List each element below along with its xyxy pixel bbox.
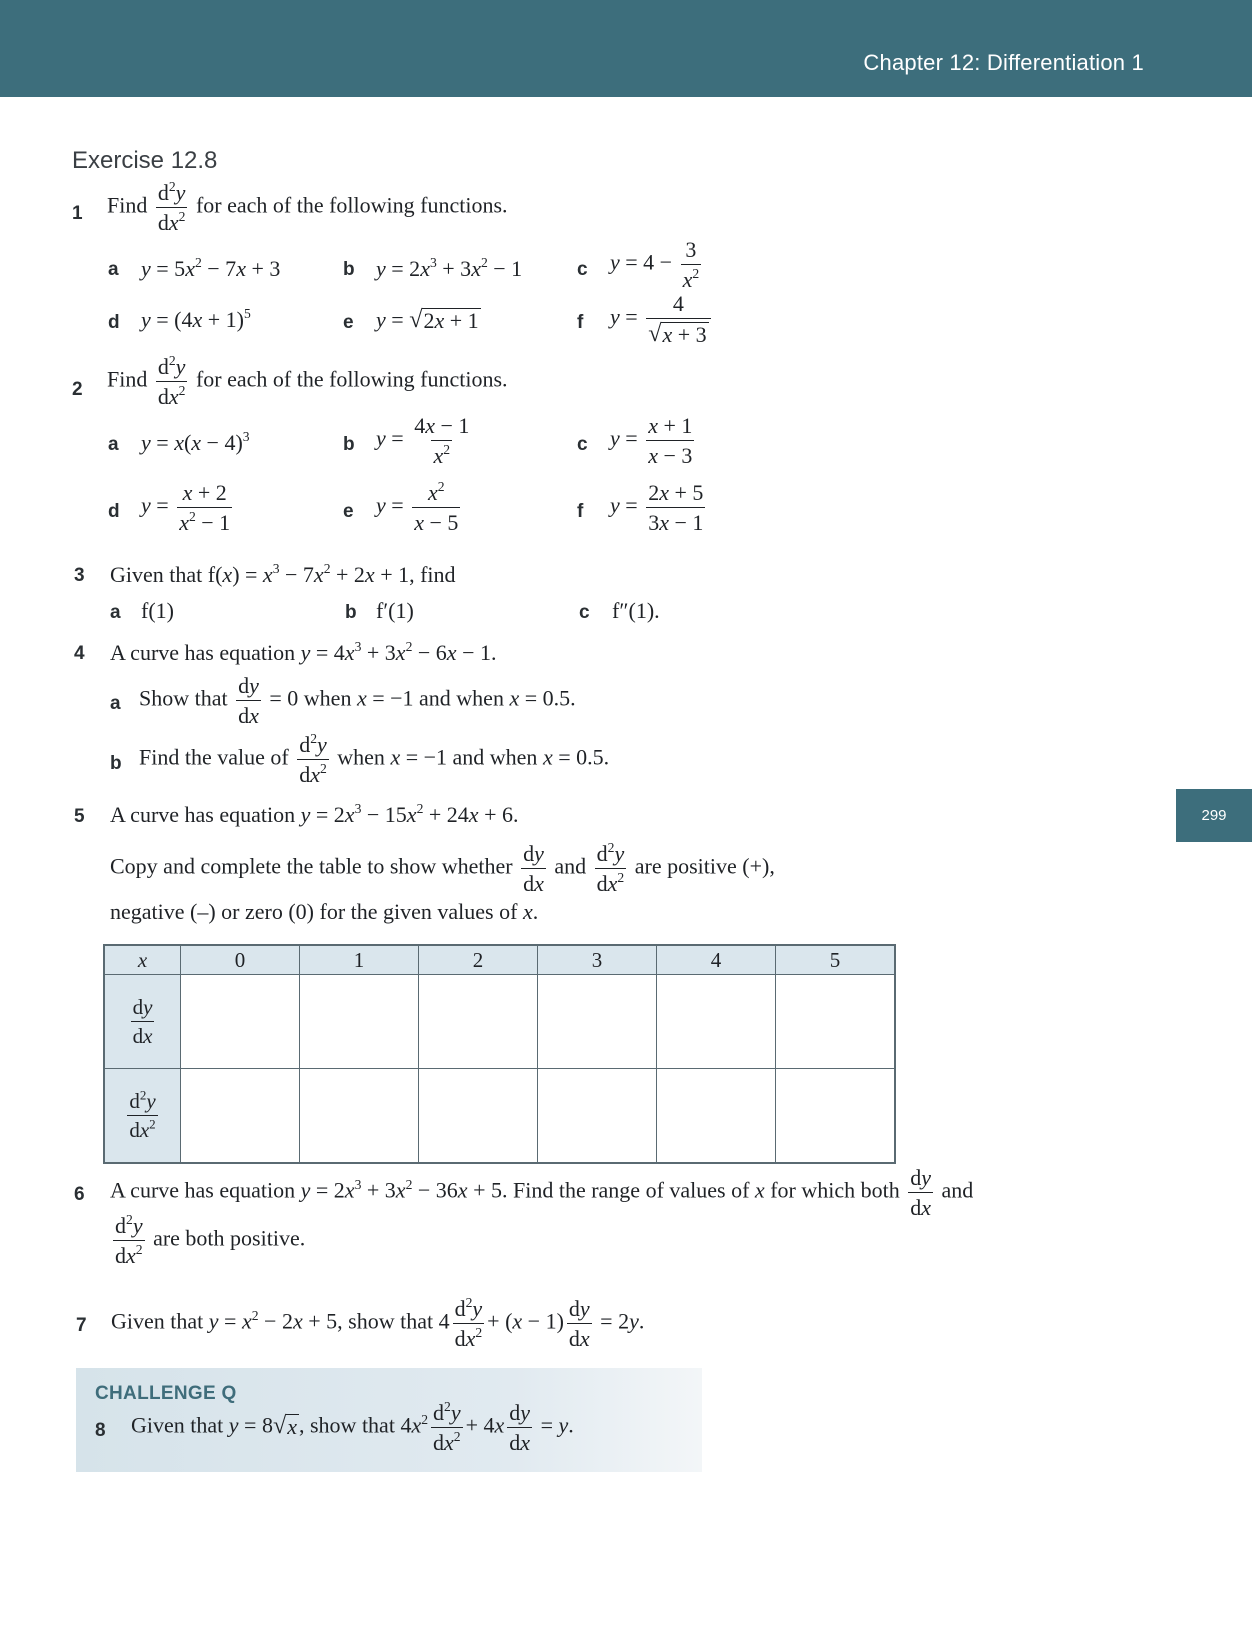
- part-label-1f: f: [577, 312, 584, 333]
- answer-3c: f″(1).: [612, 598, 660, 623]
- part-label-1d: d: [108, 312, 120, 333]
- table-cell[interactable]: [657, 975, 776, 1069]
- prompt-rest: for each of the following functions.: [195, 192, 508, 218]
- part-label-3a: a: [110, 602, 121, 623]
- part-label-1e: e: [343, 312, 354, 333]
- part-label-1c: c: [577, 259, 588, 280]
- part-label-2a: a: [108, 434, 119, 455]
- question-3-text: Given that $f(x) = x^3 - 7x^2 + 2x + 1$, find: [110, 561, 456, 587]
- question-number-6: 6: [74, 1184, 85, 1205]
- chapter-title: Chapter 12: Differentiation 1: [863, 50, 1144, 75]
- question-7-text: Given that $y = x^2 - 2x + 5$, show that 4 $\frac{d^2y}{dx^2}$ + (x − 1) $\frac{dy}{dx}$ = 2y.: [111, 1295, 645, 1352]
- function-1c: y = 4 − $\frac{3}{x^2}$: [610, 237, 700, 293]
- function-2f: y = $\frac{2x + 5}{3x - 1}$: [610, 480, 704, 536]
- table-header-cell: 3: [538, 945, 657, 975]
- table-cell[interactable]: [538, 1069, 657, 1164]
- table-cell[interactable]: [538, 975, 657, 1069]
- find-word: Find: [107, 192, 148, 218]
- challenge-title: CHALLENGE Q: [95, 1383, 237, 1404]
- question-number-3: 3: [74, 565, 85, 586]
- part-label-4a: a: [110, 693, 121, 714]
- question-5-instruction: Copy and complete the table to show whether $\frac{dy}{dx}$ and $\frac{d^2y}{dx^2}$ are positive (+),: [110, 840, 775, 897]
- function-2a: $y = x(x - 4)^3$: [141, 429, 250, 455]
- question-number-2: 2: [72, 379, 83, 400]
- table-row-second-derivative: [104, 1069, 895, 1164]
- question-4a: Show that $\frac{dy}{dx}$ = 0 when x = −1 and when x = 0.5.: [139, 673, 576, 729]
- part-label-3c: c: [579, 602, 590, 623]
- function-1b: $y = 2x^3 + 3x^2 - 1$: [376, 255, 523, 281]
- question-number-4: 4: [74, 643, 85, 664]
- table-header-x: x: [104, 945, 181, 975]
- answer-3a: f(1): [141, 598, 174, 623]
- part-label-2e: e: [343, 501, 354, 522]
- table-header-cell: 4: [657, 945, 776, 975]
- second-derivative-fraction: $\frac{d^2y}{dx^2}$: [157, 353, 186, 410]
- table-cell[interactable]: [657, 1069, 776, 1164]
- table-cell[interactable]: [419, 975, 538, 1069]
- table-header-row: [104, 945, 895, 975]
- prompt-rest: for each of the following functions.: [195, 366, 508, 392]
- table-cell[interactable]: [181, 1069, 300, 1164]
- table-cell[interactable]: [776, 1069, 896, 1164]
- question-number-1: 1: [72, 203, 83, 224]
- question-4b: Find the value of $\frac{d^2y}{dx^2}$ when x = −1 and when x = 0.5.: [139, 731, 610, 788]
- question-4-text: A curve has equation $y = 4x^3 + 3x^2 - 6x - 1$.: [110, 639, 497, 665]
- table-header-cell: 5: [776, 945, 896, 975]
- question-2-prompt: [107, 355, 508, 408]
- sign-table: [103, 944, 896, 1164]
- answer-3b: f′(1): [376, 598, 414, 623]
- part-label-3b: b: [345, 602, 357, 623]
- part-label-1a: a: [108, 259, 119, 280]
- part-label-1b: b: [343, 259, 355, 280]
- row-label-dy-dx: $\frac{dy}{dx}$: [104, 975, 181, 1069]
- question-number-8: 8: [95, 1420, 106, 1441]
- page-number-tab: 299: [1176, 789, 1252, 842]
- table-cell[interactable]: [181, 975, 300, 1069]
- challenge-question-text: Given that y = 8 √ x , show that $4x^2$ $\frac{d^2y}{dx^2}$ + 4x $\frac{dy}{dx}$ = y.: [131, 1399, 574, 1456]
- function-1e: y = √ 2x + 1: [376, 306, 479, 333]
- question-number-7: 7: [76, 1315, 87, 1336]
- table-cell[interactable]: [776, 975, 896, 1069]
- table-header-cell: 0: [181, 945, 300, 975]
- second-derivative-fraction: $\frac{d^2y}{dx^2}$: [157, 179, 186, 236]
- table-cell[interactable]: [300, 975, 419, 1069]
- question-5-text: A curve has equation $y = 2x^3 - 15x^2 + 24x + 6$.: [110, 801, 519, 827]
- part-label-2c: c: [577, 434, 588, 455]
- table-row-first-derivative: [104, 975, 895, 1069]
- exercise-title: Exercise 12.8: [72, 147, 218, 174]
- function-2c: y = $\frac{x + 1}{x - 3}$: [610, 413, 693, 469]
- function-2d: y = $\frac{x + 2}{x^2 - 1}$: [141, 480, 231, 536]
- question-6-text: A curve has equation $y = 2x^3 + 3x^2 - 36x + 5$. Find the range of values of x for which both $\frac{dy}{dx}$ and: [110, 1165, 974, 1221]
- table-header-cell: 1: [300, 945, 419, 975]
- row-label-d2y-dx2: $\frac{d^2y}{dx^2}$: [104, 1069, 181, 1164]
- function-2e: y = $\frac{x^2}{x - 5}$: [376, 479, 459, 536]
- question-number-5: 5: [74, 806, 85, 827]
- part-label-2b: b: [343, 434, 355, 455]
- question-6-line2: $\frac{d^2y}{dx^2}$ are both positive.: [115, 1212, 306, 1269]
- find-word: Find: [107, 366, 148, 392]
- question-5-instruction-line2: negative (–) or zero (0) for the given values of x.: [110, 899, 539, 924]
- part-label-4b: b: [110, 753, 122, 774]
- function-2b: y = $\frac{4x - 1}{x^2}$: [376, 413, 470, 469]
- chapter-header-bar: [0, 0, 1252, 97]
- part-label-2f: f: [577, 501, 584, 522]
- question-1-prompt: [107, 181, 508, 234]
- function-1f: y = 4 √ x + 3: [610, 292, 714, 346]
- table-cell[interactable]: [419, 1069, 538, 1164]
- function-1d: $y = (4x + 1)^5$: [141, 306, 251, 332]
- part-label-2d: d: [108, 501, 120, 522]
- function-1a: $y = 5x^2 - 7x + 3$: [141, 255, 281, 281]
- table-header-cell: 2: [419, 945, 538, 975]
- table-cell[interactable]: [300, 1069, 419, 1164]
